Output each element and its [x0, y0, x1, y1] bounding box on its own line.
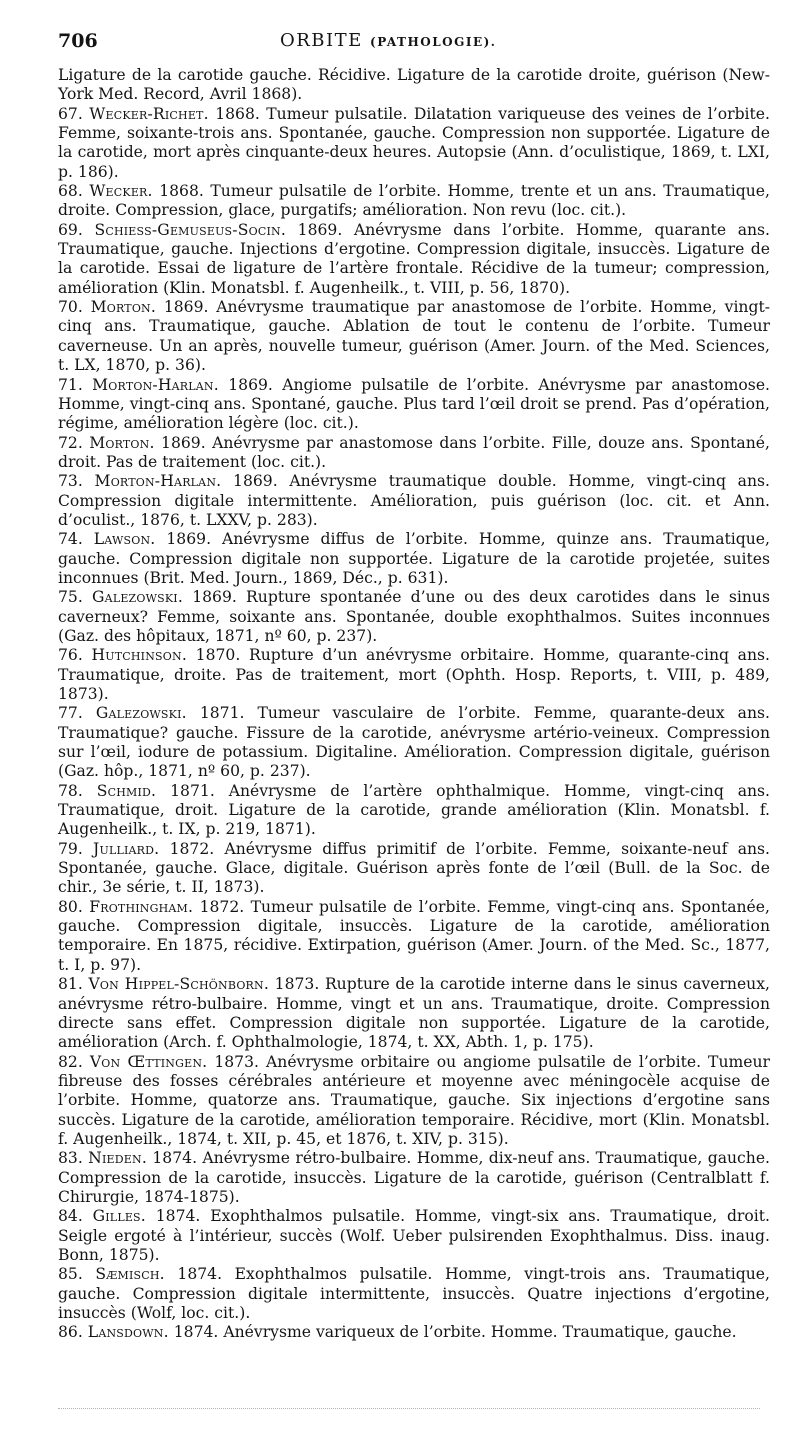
- running-head-title: ORBITE: [280, 30, 363, 51]
- page-number: 706: [58, 30, 98, 52]
- case-number: 76.: [58, 646, 83, 665]
- case-author: Galezowski.: [95, 704, 187, 723]
- case-number: 81.: [58, 975, 83, 994]
- case-text: Exophthalmos pulsatile. Homme, vingt-six ans. Traumatique, droit. Seigle ergoté à l’intérieur, succès (Wolf. Ueber pulsirenden Exophthalmus. Diss. inaug. Bonn, 1875).: [58, 1207, 770, 1264]
- case-number: 86.: [58, 1323, 83, 1342]
- case-year: 1868.: [215, 104, 260, 123]
- body-text: [58, 66, 770, 1343]
- case-year: 1870.: [195, 646, 241, 665]
- case-author: Galezowski.: [92, 588, 183, 607]
- case-year: 1869.: [166, 530, 212, 549]
- case-number: 69.: [58, 220, 83, 239]
- case-entry: [58, 646, 770, 704]
- case-entry: [58, 182, 770, 221]
- case-number: 70.: [58, 298, 83, 317]
- case-year: 1869.: [163, 298, 209, 317]
- case-text: Anévrysme traumatique double. Homme, vingt-cinq ans. Compression digitale intermittente. Amélioration, puis guérison (loc. cit. et Ann. d’oculist., 1876, t. LXXV, p. 283).: [58, 472, 770, 529]
- case-author: Schiess-Gemuseus-Socin.: [94, 220, 286, 239]
- case-number: 85.: [58, 1265, 83, 1284]
- case-text: Angiome pulsatile de l’orbite. Anévrysme par anastomose. Homme, vingt-cinq ans. Spontané, gauche. Plus tard l’œil droit se prend. Pas d’opération, régime, amélioration légère (loc. cit.).: [58, 375, 770, 433]
- case-entry: [58, 376, 770, 434]
- case-author: Julliard.: [93, 839, 160, 858]
- case-author: Morton-Harlan.: [94, 472, 222, 491]
- case-author: Von Hippel-Schönborn.: [88, 975, 270, 994]
- case-entry: [58, 434, 770, 473]
- case-text: Tumeur pulsatile de l’orbite. Femme, vingt-cinq ans. Spontanée, gauche. Compression digitale, insuccès. Ligature de la carotide, amélioration temporaire. En 1875, récidive. Extirpation, guérison (Amer. Journ. of the Med. Sc., 1877, t. I, p. 97).: [58, 897, 770, 974]
- case-number: 72.: [58, 433, 83, 452]
- case-year: 1874.: [155, 1207, 201, 1226]
- case-year: 1869.: [192, 588, 237, 607]
- case-text: Anévrysme par anastomose dans l’orbite. Fille, douze ans. Spontané, droit. Pas de traitement (loc. cit.).: [58, 433, 770, 471]
- case-author: Frothingham.: [89, 897, 194, 916]
- case-author: Sæmisch.: [95, 1265, 165, 1284]
- case-number: 79.: [58, 839, 83, 858]
- case-entry: [58, 1149, 770, 1207]
- case-text: Exophthalmos pulsatile. Homme, vingt-trois ans. Traumatique, gauche. Compression digitale intermittente, insuccès. Quatre injections d’ergotine, insuccès (Wolf, loc. cit.).: [58, 1265, 770, 1322]
- case-text: Anévrysme orbitaire ou angiome pulsatile de l’orbite. Tumeur fibreuse des fosses cérébrales antérieure et moyenne avec méningocèle acquise de l’orbite. Homme, quatorze ans. Traumatique, gauche. Six injections d’ergotine sans succès. Ligature de la carotide, amélioration temporaire. Récidive, mort (Klin. Monatsbl. f. Augenheilk., 1874, t. XII, p. 45, et 1876, t. XIV, p. 315).: [58, 1052, 770, 1148]
- case-author: Lansdown.: [87, 1323, 169, 1342]
- case-text: Anévrysme diffus de l’orbite. Homme, quinze ans. Traumatique, gauche. Compression digitale non supportée. Ligature de la carotide projetée, suites inconnues (Brit. Med. Journ., 1869, Déc., p. 631).: [58, 530, 770, 587]
- case-number: 74.: [58, 530, 83, 549]
- case-entry: [58, 1323, 770, 1342]
- case-entry: [58, 530, 770, 588]
- case-year: 1869.: [297, 220, 343, 239]
- case-author: Gilles.: [92, 1207, 146, 1226]
- case-entry: [58, 782, 770, 840]
- case-year: 1874.: [152, 1149, 198, 1168]
- case-author: Wecker-Richet.: [89, 104, 209, 123]
- case-year: 1869.: [233, 472, 278, 491]
- case-text: Anévrysme de l’artère ophthalmique. Homme, vingt-cinq ans. Traumatique, droit. Ligature de la carotide, grande amélioration (Klin. Monatsbl. f. Augenheilk., t. IX, p. 219, 1871).: [58, 781, 771, 839]
- case-text: Anévrysme traumatique par anastomose de l’orbite. Homme, vingt-cinq ans. Traumatique, gauche. Ablation de tout le contenu de l’orbite. Tumeur caverneuse. Un an après, nouvelle tumeur, guérison (Amer. Journ. of the Med. Sciences, t. LX, 1870, p. 36).: [58, 298, 770, 375]
- case-year: 1873.: [274, 975, 320, 994]
- case-year: 1871.: [170, 781, 215, 800]
- case-entry: [58, 298, 770, 375]
- case-number: 82.: [58, 1052, 83, 1071]
- case-text: Anévrysme rétro-bulbaire. Homme, dix-neuf ans. Traumatique, gauche. Compression de la carotide, insuccès. Ligature de la carotide, guérison (Centralblatt f. Chirurgie, 1874-1875).: [58, 1149, 770, 1206]
- case-text: Anévrysme variqueux de l’orbite. Homme. Traumatique, gauche.: [223, 1323, 737, 1342]
- case-number: 71.: [58, 375, 83, 394]
- running-head-subtitle: (PATHOLOGIE).: [370, 35, 497, 49]
- case-number: 83.: [58, 1149, 83, 1168]
- case-author: Morton.: [89, 433, 155, 452]
- case-year: 1871.: [199, 704, 245, 723]
- case-text: Tumeur pulsatile. Dilatation variqueuse des veines de l’orbite. Femme, soixante-trois ans. Spontanée, gauche. Compression non supportée. Ligature de la carotide, mort après cinquante-deux heures. Autopsie (Ann. d’oculistique, 1869, t. LXI, p. 186).: [58, 104, 770, 181]
- case-entry: [58, 898, 770, 975]
- case-entry: [58, 105, 770, 182]
- case-author: Morton.: [90, 298, 157, 317]
- case-author: Morton-Harlan.: [92, 375, 219, 394]
- case-year: 1872.: [199, 897, 245, 916]
- case-author: Schmid.: [96, 781, 157, 800]
- footer-rule: [58, 1408, 760, 1409]
- case-author: Wecker.: [89, 182, 153, 201]
- case-text: Tumeur pulsatile de l’orbite. Homme, trente et un ans. Traumatique, droite. Compression, glace, purgatifs; amélioration. Non revu (loc. cit.).: [58, 182, 770, 220]
- case-entry: [58, 704, 770, 781]
- case-text: Rupture spontanée d’une ou des deux carotides dans le sinus caverneux? Femme, soixante ans. Spontanée, double exophthalmos. Suites inconnues (Gaz. des hôpitaux, 1871, nº 60, p. 237).: [58, 588, 770, 645]
- running-head: [280, 30, 497, 51]
- case-year: 1872.: [169, 839, 215, 858]
- continuation-text: [58, 66, 770, 105]
- case-number: 67.: [58, 104, 83, 123]
- case-entry: [58, 472, 770, 530]
- case-number: 68.: [58, 182, 83, 201]
- case-number: 84.: [58, 1207, 83, 1226]
- case-entry: [58, 1207, 770, 1265]
- case-entry: [58, 840, 770, 898]
- case-number: 77.: [58, 704, 83, 723]
- case-author: Lawson.: [93, 530, 156, 549]
- case-author: Von Œttingen.: [89, 1052, 208, 1071]
- case-entry: [58, 588, 770, 646]
- case-entry: [58, 975, 770, 1052]
- case-text: Rupture de la carotide interne dans le sinus caverneux, anévrysme rétro-bulbaire. Homme, vingt et un ans. Traumatique, droite. Compression directe sans effet. Compression digitale non supportée. Ligature de la carotide, amélioration (Arch. f. Ophthalmologie, 1874, t. XX, Abth. 1, p. 175).: [58, 975, 770, 1052]
- case-text: Tumeur vasculaire de l’orbite. Femme, quarante-deux ans. Traumatique? gauche. Fissure de la carotide, anévrysme artério-veineux. Compression sur l’œil, iodure de potassium. Digitaline. Amélioration. Compression digitale, guérison (Gaz. hôp., 1871, nº 60, p. 237).: [58, 704, 770, 781]
- case-text: Anévrysme diffus primitif de l’orbite. Femme, soixante-neuf ans. Spontanée, gauche. Glace, digitale. Guérison après fonte de l’œil (Bull. de la Soc. de chir., 3e série, t. II, 1873).: [58, 839, 770, 897]
- case-year: 1869.: [161, 433, 206, 452]
- case-number: 78.: [58, 781, 83, 800]
- case-entry: [58, 1053, 770, 1150]
- case-number: 73.: [58, 472, 83, 491]
- case-year: 1873.: [214, 1052, 259, 1071]
- case-year: 1874.: [177, 1265, 223, 1284]
- case-year: 1869.: [228, 375, 273, 394]
- case-text: Anévrysme dans l’orbite. Homme, quarante ans. Traumatique, gauche. Injections d’ergotine. Compression digitale, insuccès. Ligature de la carotide. Essai de ligature de l’artère frontale. Récidive de la tumeur; compression, amélioration (Klin. Monatsbl. f. Augenheilk., t. VIII, p. 56, 1870).: [58, 220, 770, 297]
- case-year: 1868.: [159, 182, 204, 201]
- case-entry: [58, 221, 770, 298]
- case-text: Ligature de la carotide gauche. Récidive. Ligature de la carotide droite, guérison (New-York Med. Record, Avril 1868).: [58, 66, 770, 104]
- case-author: Nieden.: [88, 1149, 148, 1168]
- case-number: 75.: [58, 588, 83, 607]
- case-author: Hutchinson.: [91, 646, 187, 665]
- page-header: [58, 30, 770, 66]
- case-entry: [58, 1265, 770, 1323]
- case-year: 1874.: [173, 1323, 219, 1342]
- case-number: 80.: [58, 897, 83, 916]
- case-text: Rupture d’un anévrysme orbitaire. Homme, quarante-cinq ans. Traumatique, droite. Pas de traitement, mort (Ophth. Hosp. Reports, t. VIII, p. 489, 1873).: [58, 646, 770, 703]
